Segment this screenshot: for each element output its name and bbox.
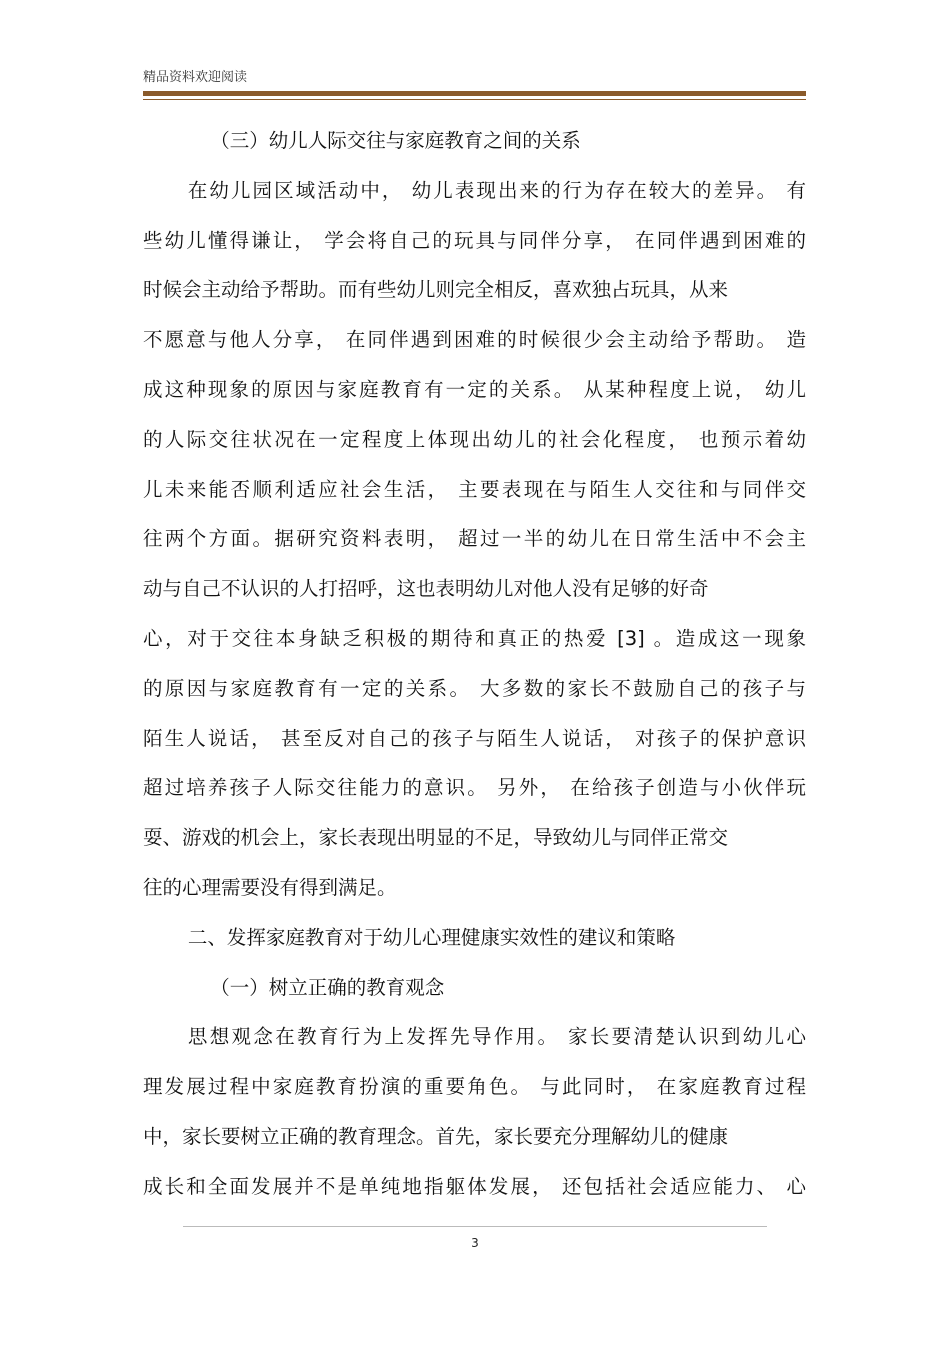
text-line: 时候会主动给予帮助。而有些幼儿则完全相反，喜欢独占玩具，从来	[143, 278, 729, 302]
text-line: 往两个方面。据研究资料表明， 超过一半的幼儿在日常生活中不会主	[143, 527, 806, 551]
footer-rule	[183, 1226, 767, 1227]
text-line: 陌生人说话， 甚至反对自己的孩子与陌生人说话， 对孩子的保护意识	[143, 726, 806, 750]
text-line: 些幼儿懂得谦让， 学会将自己的玩具与同伴分享， 在同伴遇到困难的	[143, 228, 806, 252]
document-body	[143, 116, 806, 1212]
text-line: 思想观念在教育行为上发挥先导作用。 家长要清楚认识到幼儿心	[187, 1025, 806, 1049]
text-line: 动与自己不认识的人打招呼，这也表明幼儿对他人没有足够的好奇	[143, 577, 709, 601]
page-number: 3	[471, 1236, 479, 1250]
text-line: 中，家长要树立正确的教育理念。首先，家长要充分理解幼儿的健康	[143, 1124, 729, 1148]
text-line: 的人际交往状况在一定程度上体现出幼儿的社会化程度， 也预示着幼	[143, 427, 806, 451]
text-line: （三）幼儿人际交往与家庭教育之间的关系	[210, 129, 581, 152]
text-line: 的原因与家庭教育有一定的关系。 大多数的家长不鼓励自己的孩子与	[143, 676, 806, 700]
text-line: 在幼儿园区域活动中， 幼儿表现出来的行为存在较大的差异。 有	[187, 178, 806, 202]
page-header-text: 精品资料欢迎阅读	[143, 70, 248, 85]
text-line: 二、发挥家庭教育对于幼儿心理健康实效性的建议和策略	[187, 925, 676, 949]
text-line: 儿未来能否顺利适应社会生活， 主要表现在与陌生人交往和与同伴交	[143, 477, 806, 501]
text-line: 成长和全面发展并不是单纯地指躯体发展， 还包括社会适应能力、 心	[143, 1174, 806, 1198]
text-line: 耍、游戏的机会上，家长表现出明显的不足，导致幼儿与同伴正常交	[143, 826, 729, 850]
header-rule-thin	[143, 99, 806, 100]
text-line: 心，对于交往本身缺乏积极的期待和真正的热爱 [3] 。造成这一现象	[143, 626, 806, 650]
text-line: （一）树立正确的教育观念	[210, 975, 445, 999]
text-line: 理发展过程中家庭教育扮演的重要角色。 与此同时， 在家庭教育过程	[143, 1075, 806, 1099]
text-line: 不愿意与他人分享， 在同伴遇到困难的时候很少会主动给予帮助。 造	[143, 328, 806, 352]
text-line: 成这种现象的原因与家庭教育有一定的关系。 从某种程度上说， 幼儿	[143, 377, 806, 401]
text-line: 超过培养孩子人际交往能力的意识。 另外， 在给孩子创造与小伙伴玩	[143, 776, 806, 800]
header-rule-thick	[143, 91, 806, 96]
text-line: 往的心理需要没有得到满足。	[143, 875, 397, 899]
